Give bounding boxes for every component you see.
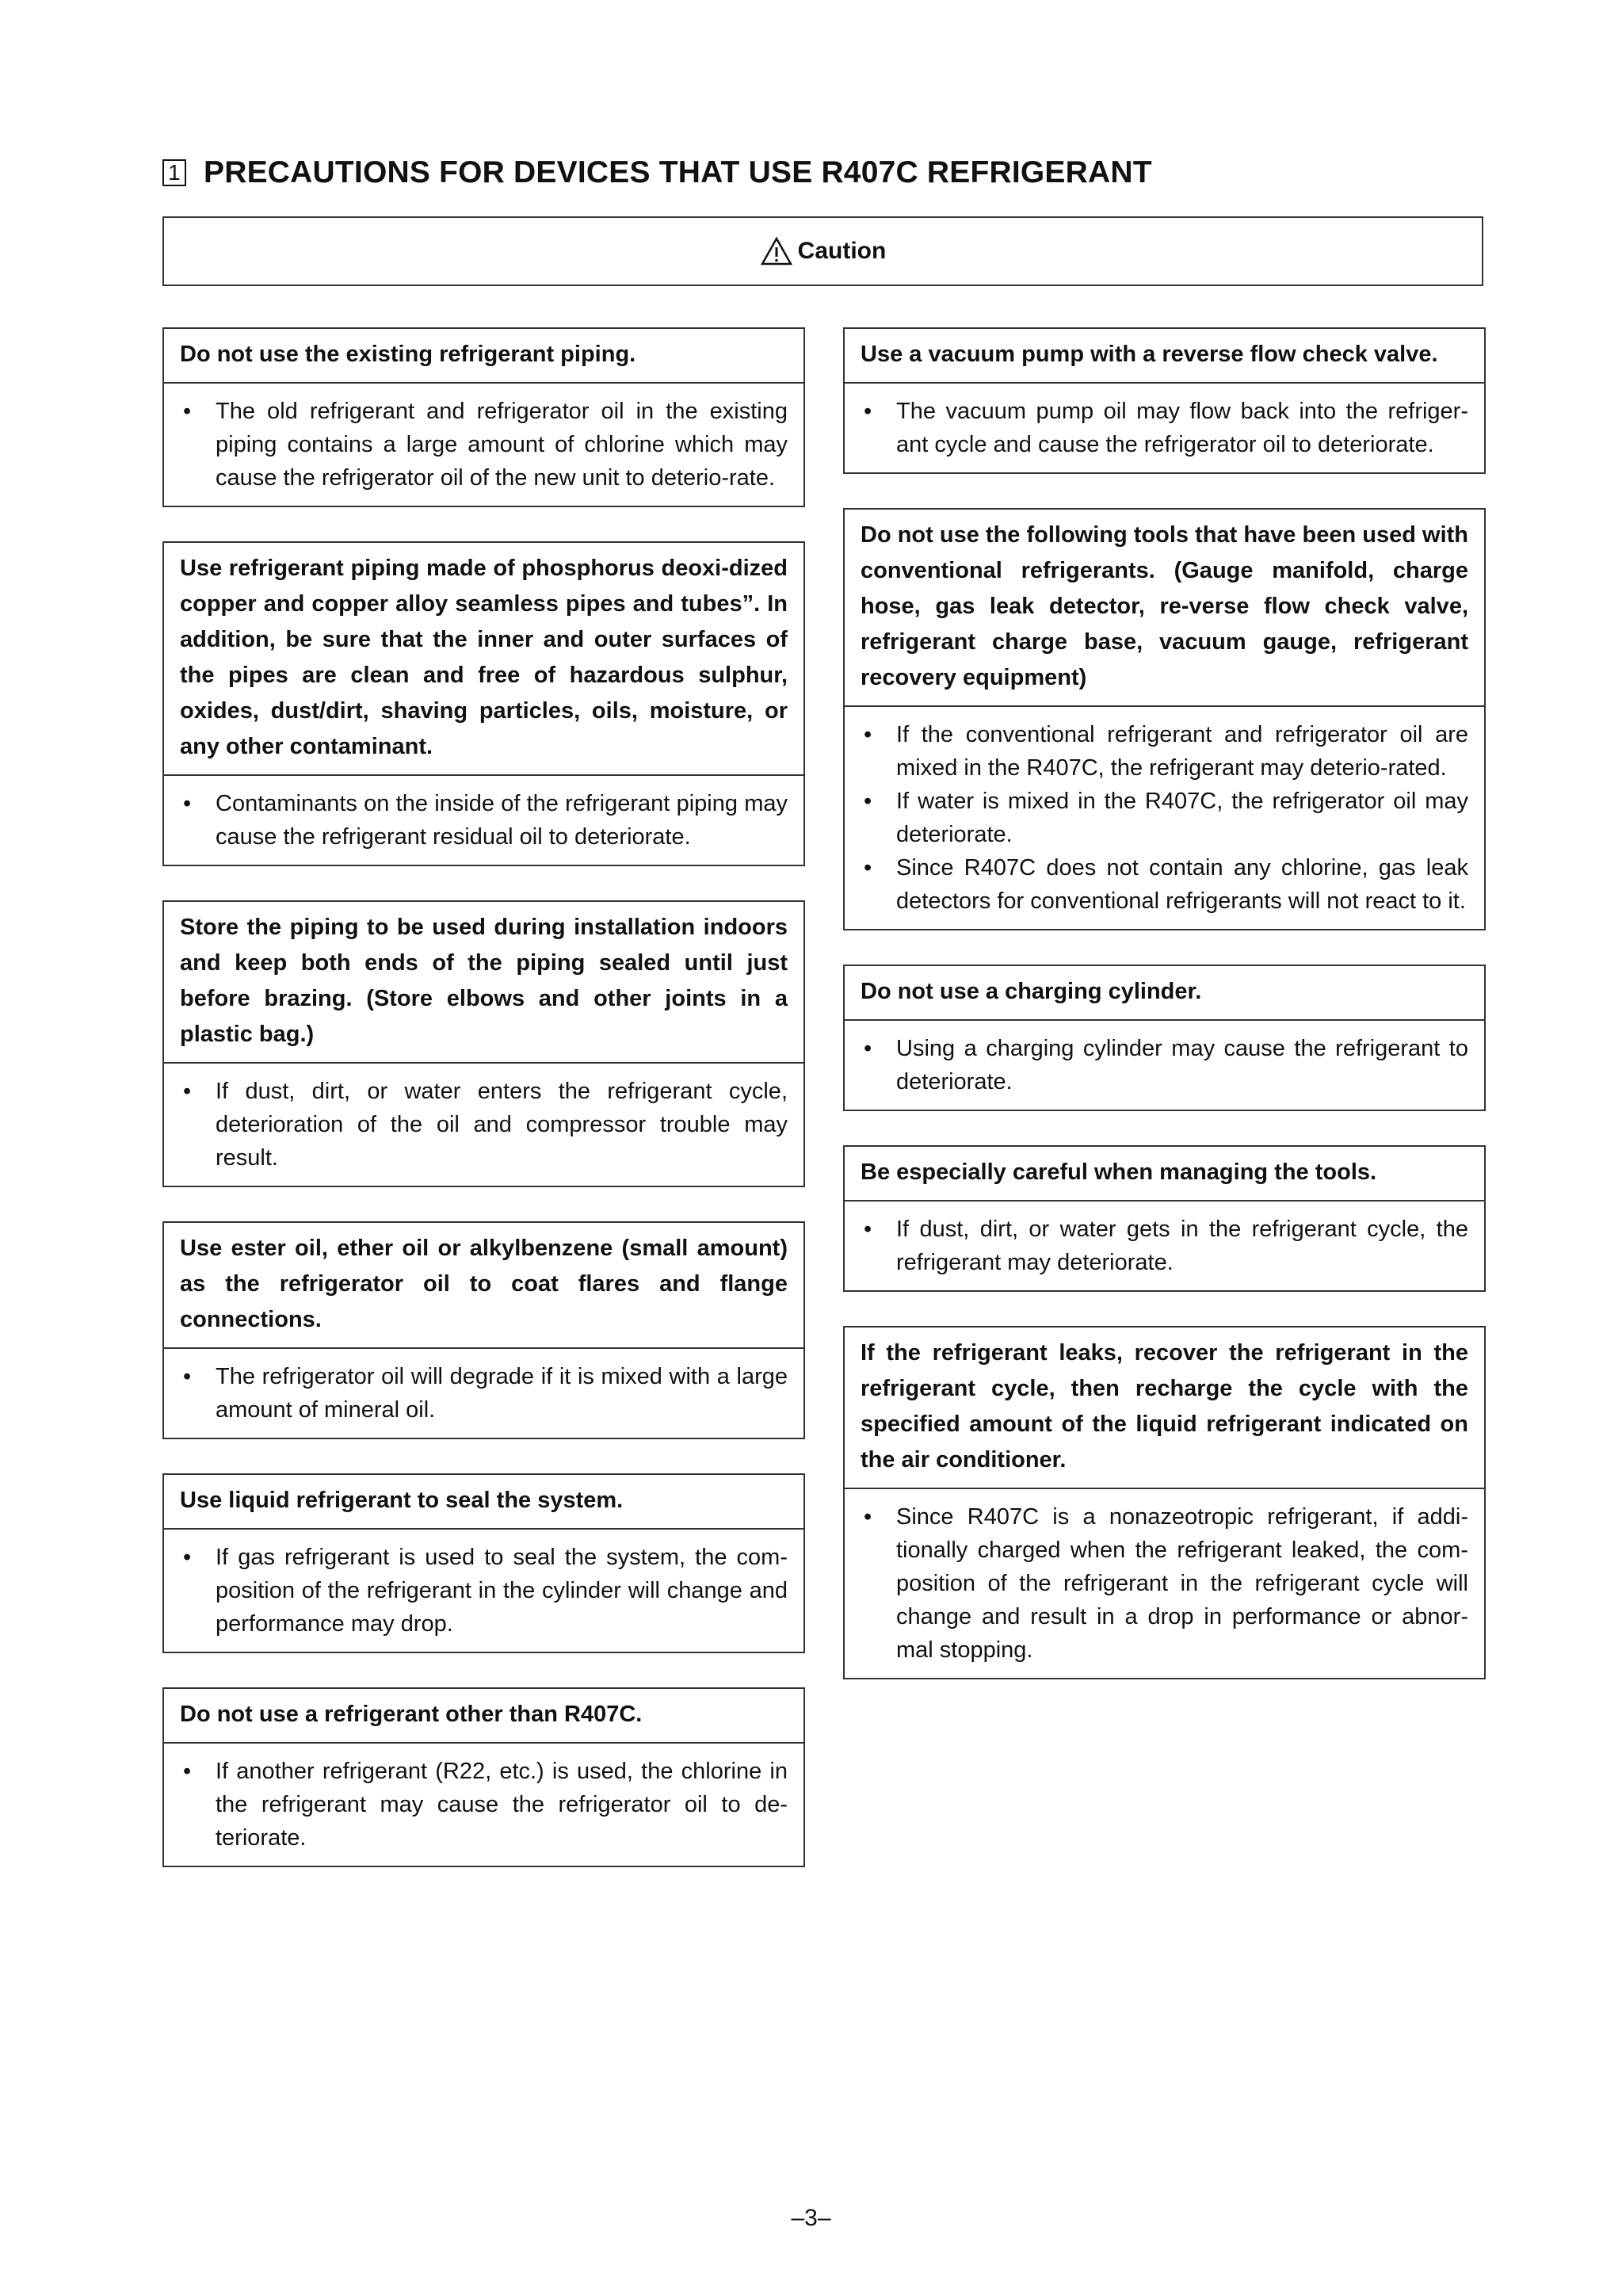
caution-box <box>843 965 1486 1111</box>
caution-box-heading: Use a vacuum pump with a reverse flow check valve. <box>845 329 1484 384</box>
bullet-item: • If water is mixed in the R407C, the refrigerator oil may deteriorate. <box>861 785 1468 851</box>
bullet-item: • If dust, dirt, or water gets in the refrigerant cycle, the refrigerant may deteriorate. <box>861 1213 1468 1279</box>
caution-box-body <box>164 1744 803 1866</box>
caution-box-body <box>845 384 1484 472</box>
bullet-item: • Since R407C does not contain any chlorine, gas leak detectors for conventional refrigerants will not react to it. <box>861 851 1468 918</box>
page-number: –3– <box>791 2205 831 2231</box>
bullet-item: • If gas refrigerant is used to seal the system, the com-position of the refrigerant in the cylinder will change and performance may drop. <box>180 1541 788 1641</box>
caution-box-heading: Use refrigerant piping made of phosphorus deoxi-dized copper and copper alloy seamless pipes and tubes”. In addition, be sure that the inner and outer surfaces of the pipes are clean and free of hazardous sulphur, oxides, dust/dirt, shaving particles, oils, moisture, or any other contaminant. <box>164 543 803 776</box>
caution-box <box>843 508 1486 930</box>
bullet-item: • If dust, dirt, or water enters the refrigerant cycle, deterioration of the oil and compressor trouble may result. <box>180 1075 788 1175</box>
caution-box-body <box>164 776 803 865</box>
warning-triangle-icon <box>760 236 793 266</box>
caution-box-body <box>164 1064 803 1186</box>
caution-box-body <box>845 1489 1484 1678</box>
caution-box <box>162 541 805 866</box>
right-column <box>843 327 1486 1713</box>
caution-box-heading: Store the piping to be used during installation indoors and keep both ends of the piping sealed until just before brazing. (Store elbows and other joints in a plastic bag.) <box>164 902 803 1064</box>
caution-box <box>843 1145 1486 1292</box>
caution-box-body <box>845 1201 1484 1290</box>
caution-box <box>162 1221 805 1439</box>
bullet-item: • If another refrigerant (R22, etc.) is used, the chlorine in the refrigerant may cause the refrigerator oil to de-teriorate. <box>180 1755 788 1855</box>
bullet-item: • Using a charging cylinder may cause the refrigerant to deteriorate. <box>861 1032 1468 1098</box>
section-title-text: PRECAUTIONS FOR DEVICES THAT USE R407C REFRIGERANT <box>204 155 1152 189</box>
caution-box-heading: Do not use a charging cylinder. <box>845 966 1484 1021</box>
caution-box <box>162 900 805 1187</box>
caution-box <box>162 1687 805 1867</box>
bullet-item: • The vacuum pump oil may flow back into the refriger-ant cycle and cause the refrigerator oil to deteriorate. <box>861 395 1468 461</box>
caution-box-body <box>845 707 1484 929</box>
caution-box-heading: Use liquid refrigerant to seal the system. <box>164 1475 803 1530</box>
caution-box-heading: Do not use a refrigerant other than R407C. <box>164 1689 803 1744</box>
caution-box-body <box>164 1349 803 1438</box>
caution-label: Caution <box>797 238 887 264</box>
caution-box <box>162 1473 805 1653</box>
bullet-item: • Since R407C is a nonazeotropic refrigerant, if addi-tionally charged when the refrigerant leaked, the com-position of the refrigerant in the refrigerant cycle will change and result in a drop in performance or abnor-mal stopping. <box>861 1500 1468 1667</box>
caution-box <box>162 327 805 507</box>
caution-box <box>843 1326 1486 1679</box>
bullet-item: • The old refrigerant and refrigerator oil in the existing piping contains a large amount of chlorine which may cause the refrigerator oil of the new unit to deterio-rate. <box>180 395 788 495</box>
left-column <box>162 327 805 1901</box>
bullet-item: • Contaminants on the inside of the refrigerant piping may cause the refrigerant residual oil to deteriorate. <box>180 787 788 854</box>
bullet-item: • The refrigerator oil will degrade if it is mixed with a large amount of mineral oil. <box>180 1360 788 1427</box>
caution-box-heading: If the refrigerant leaks, recover the refrigerant in the refrigerant cycle, then recharge the cycle with the specified amount of the liquid refrigerant indicated on the air conditioner. <box>845 1328 1484 1489</box>
section-title <box>162 155 1509 190</box>
bullet-item: • If the conventional refrigerant and refrigerator oil are mixed in the R407C, the refrigerant may deterio-rated. <box>861 718 1468 785</box>
caution-box-heading: Be especially careful when managing the tools. <box>845 1147 1484 1201</box>
section-number: 1 <box>162 159 186 186</box>
caution-box-body <box>845 1021 1484 1110</box>
caution-box-heading: Do not use the existing refrigerant piping. <box>164 329 803 384</box>
caution-box-body <box>164 384 803 506</box>
caution-box-body <box>164 1530 803 1652</box>
caution-box-heading: Use ester oil, ether oil or alkylbenzene (small amount) as the refrigerator oil to coat flares and flange connections. <box>164 1223 803 1349</box>
caution-banner <box>162 216 1483 286</box>
caution-box <box>843 327 1486 474</box>
caution-box-heading: Do not use the following tools that have been used with conventional refrigerants. (Gauge manifold, charge hose, gas leak detector, re-verse flow check valve, refrigerant charge base, vacuum gauge, refrigerant recovery equipment) <box>845 510 1484 707</box>
